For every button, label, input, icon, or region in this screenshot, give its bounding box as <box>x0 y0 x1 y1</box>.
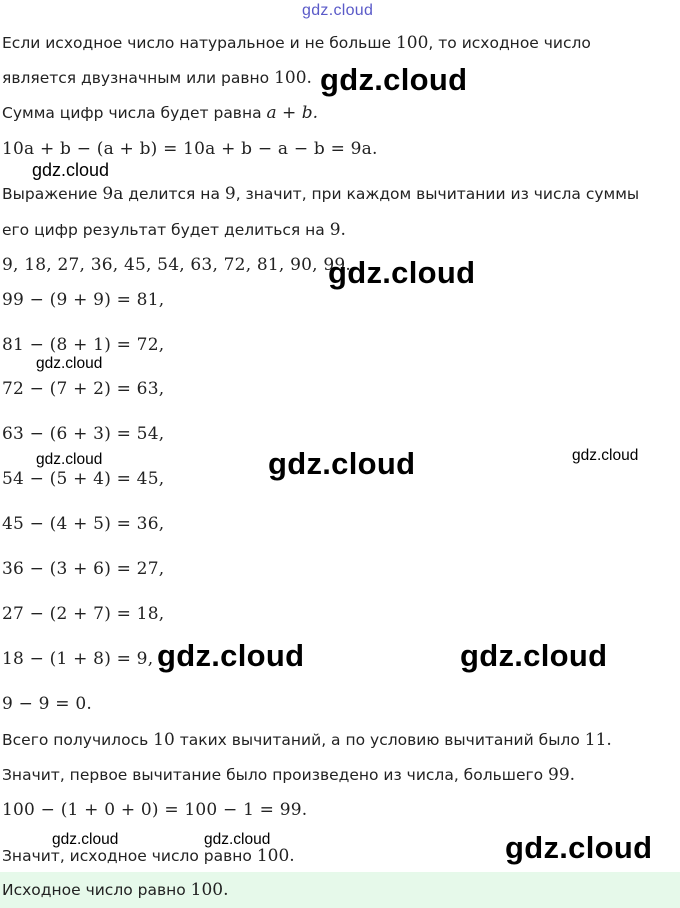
watermark: gdz.cloud <box>268 446 416 481</box>
text-line-8: Всего получилось 10 таких вычитаний, а по условию вычитаний было 11. <box>2 730 612 750</box>
text-line-1: Если исходное число натуральное и не больше 100, то исходное число <box>2 33 591 53</box>
watermark: gdz.cloud <box>328 255 476 290</box>
text-line-11: Значит, исходное число равно 100. <box>2 846 295 866</box>
text-line-6: его цифр результат будет делиться на 9. <box>2 220 346 240</box>
equation-4: 63 − (6 + 3) = 54, <box>2 424 165 444</box>
equation-5: 54 − (5 + 4) = 45, <box>2 469 165 489</box>
equation-2: 81 − (8 + 1) = 72, <box>2 335 165 355</box>
watermark: gdz.cloud <box>32 160 110 180</box>
header-watermark: gdz.cloud <box>302 2 374 19</box>
formula-line-4: 10a + b − (a + b) = 10a + b − a − b = 9a. <box>2 139 378 159</box>
text-line-3: Сумма цифр числа будет равна a + b. <box>2 103 318 123</box>
text-line-2: является двузначным или равно 100. <box>2 68 312 88</box>
watermark: gdz.cloud <box>36 355 103 372</box>
watermark: gdz.cloud <box>52 831 119 848</box>
watermark: gdz.cloud <box>572 447 639 464</box>
formula-line-10: 100 − (1 + 0 + 0) = 100 − 1 = 99. <box>2 800 308 820</box>
equation-1: 99 − (9 + 9) = 81, <box>2 290 165 310</box>
sequence-line: 9, 18, 27, 36, 45, 54, 63, 72, 81, 90, 99. <box>2 255 352 275</box>
equation-6: 45 − (4 + 5) = 36, <box>2 514 165 534</box>
watermark: gdz.cloud <box>36 451 103 468</box>
equation-9: 18 − (1 + 8) = 9, <box>2 649 154 669</box>
text-line-9: Значит, первое вычитание было произведено из числа, большего 99. <box>2 765 576 785</box>
equation-7: 36 − (3 + 6) = 27, <box>2 559 165 579</box>
equation-8: 27 − (2 + 7) = 18, <box>2 604 165 624</box>
equation-10: 9 − 9 = 0. <box>2 694 92 714</box>
watermark: gdz.cloud <box>204 831 271 848</box>
equation-3: 72 − (7 + 2) = 63, <box>2 379 165 399</box>
watermark: gdz.cloud <box>157 638 305 673</box>
watermark: gdz.cloud <box>505 830 653 865</box>
answer-text: Исходное число равно 100. <box>2 880 229 900</box>
text-line-5: Выражение 9a делится на 9, значит, при каждом вычитании из числа суммы <box>2 184 640 204</box>
watermark: gdz.cloud <box>320 62 468 97</box>
watermark: gdz.cloud <box>460 638 608 673</box>
